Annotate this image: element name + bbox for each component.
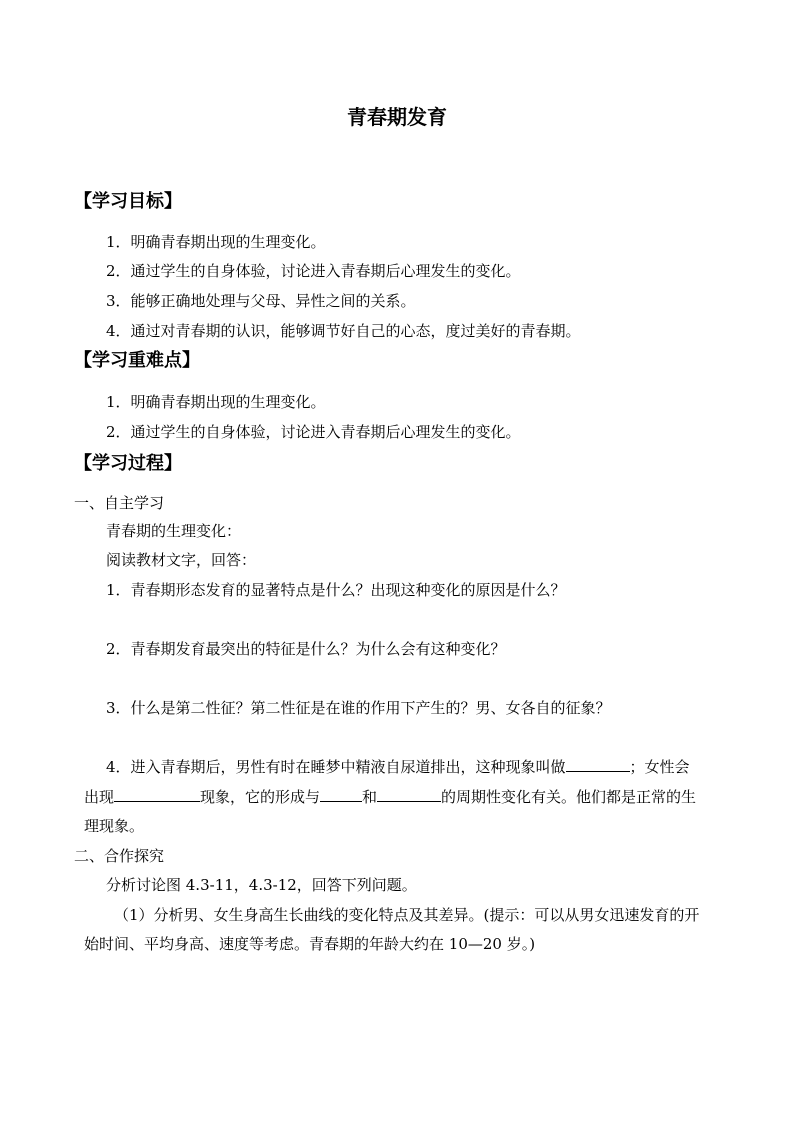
question-4-line-2	[84, 786, 696, 808]
goal-item-3: 3．能够正确地处理与父母、异性之间的关系。	[106, 292, 416, 310]
goal-item-1: 1．明确青春期出现的生理变化。	[106, 233, 326, 251]
page-title: 青春期发育	[347, 105, 447, 129]
question-4-line-3: 理现象。	[84, 817, 145, 835]
question-4-text-c: 出现	[84, 788, 115, 806]
part2-heading: 二、合作探究	[74, 847, 165, 865]
question-4-line-1	[106, 756, 690, 778]
question-4-text-b: ；女性会	[629, 758, 690, 776]
question-2: 2．青春期发育最突出的特征是什么？为什么会有这种变化？	[106, 640, 506, 658]
part2-question-1-line-1: （1）分析男、女生身高生长曲线的变化特点及其差异。(提示：可以从男女迅速发育的开	[114, 906, 700, 924]
section-heading-keypoints: 【学习重难点】	[74, 350, 200, 371]
section-heading-process: 【学习过程】	[74, 453, 182, 474]
question-1: 1．青春期形态发育的显著特点是什么？出现这种变化的原因是什么？	[106, 581, 566, 599]
fill-blank-1[interactable]	[566, 757, 630, 772]
question-4-text-e: 和	[362, 788, 378, 806]
goal-item-2: 2．通过学生的自身体验，讨论进入青春期后心理发生的变化。	[106, 262, 521, 280]
question-4-text-d: 现象，它的形成与	[200, 788, 321, 806]
part2-question-1-line-2: 始时间、平均身高、速度等考虑。青春期的年龄大约在 10—20 岁。)	[84, 935, 536, 953]
question-3: 3．什么是第二性征？第二性征是在谁的作用下产生的？男、女各自的征象？	[106, 699, 611, 717]
part1-intro-2: 阅读教材文字，回答：	[106, 551, 257, 569]
part1-intro-1: 青春期的生理变化：	[106, 522, 242, 540]
keypoint-item-1: 1．明确青春期出现的生理变化。	[106, 393, 326, 411]
section-heading-goals: 【学习目标】	[74, 191, 182, 212]
fill-blank-3[interactable]	[320, 787, 362, 802]
fill-blank-4[interactable]	[377, 787, 441, 802]
part1-heading: 一、自主学习	[74, 494, 165, 512]
keypoint-item-2: 2．通过学生的自身体验，讨论进入青春期后心理发生的变化。	[106, 423, 521, 441]
fill-blank-2[interactable]	[114, 787, 200, 802]
question-4-text-f: 的周期性变化有关。他们都是正常的生	[441, 788, 697, 806]
goal-item-4: 4．通过对青春期的认识，能够调节好自己的心态，度过美好的青春期。	[106, 322, 581, 340]
question-4-text-a: 4．进入青春期后，男性有时在睡梦中精液自尿道排出，这种现象叫做	[106, 758, 566, 776]
part2-intro: 分析讨论图 4.3-11，4.3-12，回答下列问题。	[106, 876, 417, 894]
